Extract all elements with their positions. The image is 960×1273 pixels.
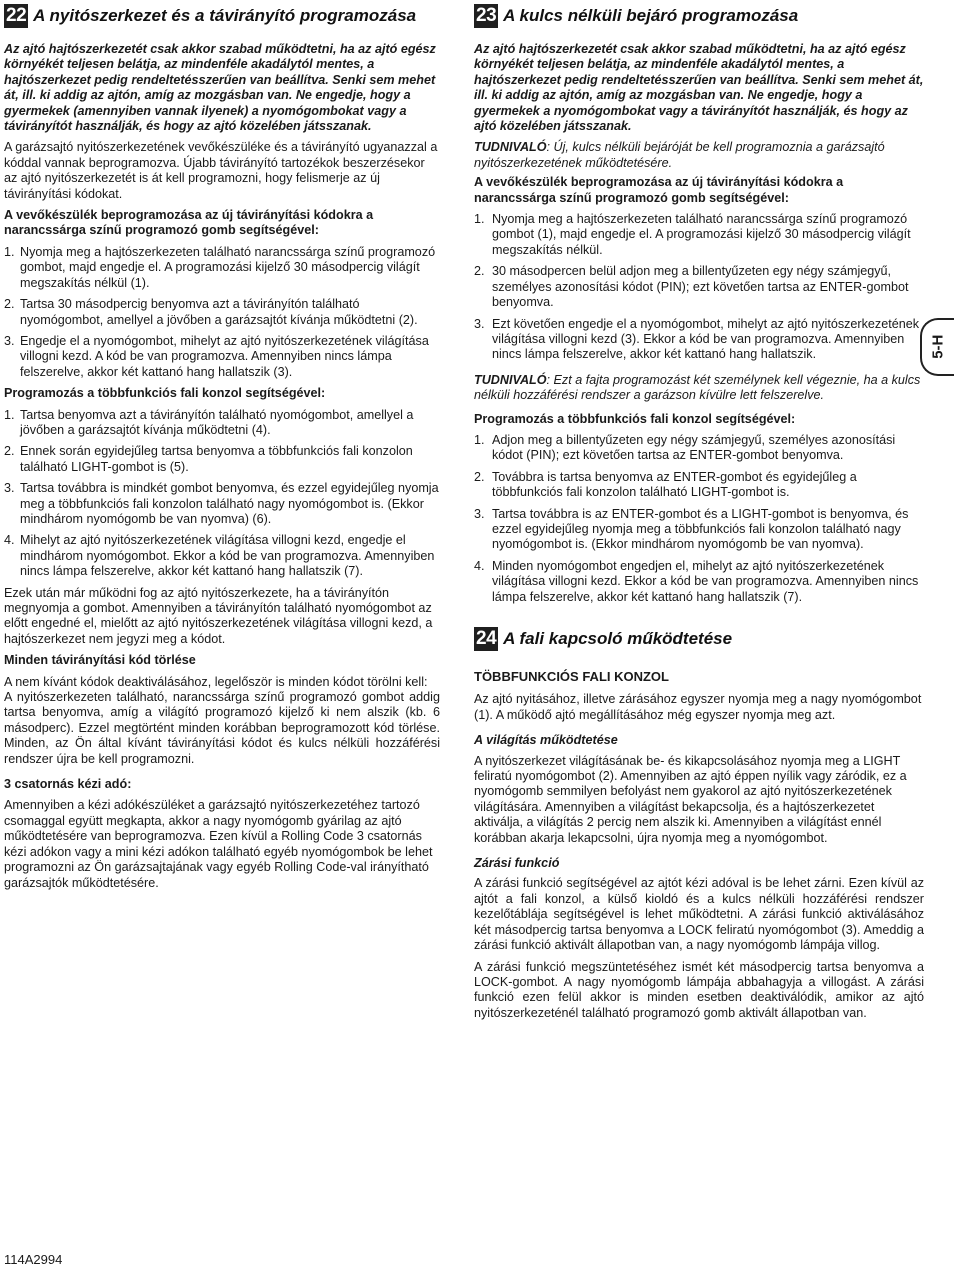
warning-paragraph: Az ajtó hajtószerkezetét csak akkor szabad működtetni, ha az ajtó egész környékét teljesen belátja, az mindenféle akadálytól mentes, a hajtószerkezet pedig rendeltetésszerűen van beállítva. Senki sem mehet át, ill. ki addig az ajtón, amíg az mozgásban van. Ne engedje, hogy a gyermekek (amennyiben vannak ilyenek) a nyomógombokat vagy a távirányítót használják, és hogy az ajtó közelében játsszanak. — [4, 42, 436, 134]
section-title: A nyitószerkezet és a távirányító programozása — [33, 6, 417, 25]
list-item — [4, 297, 440, 328]
step-number: 2. — [474, 264, 485, 279]
list-item — [474, 470, 924, 501]
new-code-steps-list — [474, 212, 924, 363]
step-number: 2. — [4, 444, 15, 459]
intro-paragraph: Az ajtó nyitásához, illetve zárásához egyszer nyomja meg a nagy nyomógombot (1). A működő ajtó megállításához még egyszer nyomja meg azt. — [474, 692, 922, 722]
step-number: 3. — [474, 506, 485, 521]
section-number: 23 — [476, 5, 497, 26]
delete-paragraph-1: A nem kívánt kódok deaktiválásához, legelőször is minden kódot törölni kell: — [4, 674, 428, 689]
three-channel-heading: 3 csatornás kézi adó: — [4, 777, 132, 792]
step-text: Tartsa benyomva azt a távirányítón található nyomógombot, amellyel a jövőben a garázsajtót kívánja működtetni (4). — [20, 407, 414, 437]
list-item — [474, 264, 924, 310]
step-text: Adjon meg a billentyűzeten egy négy számjegyű, személyes azonosítási kódot (PIN); ezt követően tartsa az ENTER-gombot benyomva. — [492, 432, 896, 463]
note-paragraph — [474, 140, 924, 171]
step-text: Tartsa továbbra is mindkét gombot benyomva, és ezzel egyidejűleg nyomja meg a többfunkciós fali konzolon található nagy nyomógombot is. (Ekkor mindhárom nyomógomb be van nyomva) (6). — [20, 481, 439, 526]
left-column — [4, 4, 440, 897]
note-text: : Ezt a fajta programozást két személynek kell végeznie, ha a kulcs nélküli hozzáférési rendszer a garázson kívülre lett felszerelve. — [474, 372, 921, 403]
step-text: Nyomja meg a hajtószerkezeten található narancssárga színű programozó gombot (1), majd engedje el. A programozási kijelző 30 másodpercig világít megszakítás nélkül. — [492, 212, 911, 257]
step-number: 4. — [474, 558, 485, 573]
note-label: TUDNIVALÓ — [474, 372, 547, 387]
light-paragraph: A nyitószerkezet világításának be- és kikapcsolásához nyomja meg a LIGHT feliratú nyomógombot (2). Amennyiben az ajtó éppen nyílik vagy záródik, ez a nyomógomb semmilyen befolyást nem gyakorol az ajtó nyitószerkezetének világítására. Amennyiben a világítást bekapcsolja, és a hajtószerkezetet aktiválja, a világítás 2 percig nem alszik ki. Amennyiben a világítást ennél korábban akarja lekapcsolni, újra nyomja meg a nyomógombot. — [474, 753, 907, 845]
page-side-tab — [920, 318, 954, 376]
step-number: 3. — [4, 481, 15, 496]
step-text: Nyomja meg a hajtószerkezeten található narancssárga színű programozó gombot, majd engedje el. A programozási kijelző 30 másodpercig világít megszakítás nélkül (1). — [20, 244, 436, 290]
lock-heading: Zárási funkció — [474, 856, 560, 871]
step-text: Minden nyomógombot engedjen el, mihelyt az ajtó nyitószerkezetének világítása villogni kezd. Ekkor a kód be van programozva. Amennyiben nincs lámpa felszerelve, akkor két kattanó hang hallatszik (7). — [492, 558, 919, 604]
intro-paragraph: A garázsajtó nyitószerkezetének vevőkészüléke és a távirányító ugyanazzal a kóddal vannak beprogramozva. Újabb távirányító tartozékok beszerzésekor az ajtó nyitószerkezetét is át kell programozni, hogy felismerje az új távirányítási kódokat. — [4, 140, 438, 201]
section-number: 24 — [476, 628, 497, 649]
step-text: Engedje el a nyomógombot, mihelyt az ajtó nyitószerkezetének világítása villogni kezd. A kód be van programozva. Amennyiben nincs lámpa felszerelve, akkor két kattanó hang hallatszik (3). — [20, 333, 429, 379]
list-item — [4, 245, 440, 291]
delete-paragraph-2: A nyitószerkezeten található, narancssárga színű programozó gombot addig tartsa benyomva, amíg a világító programozó kijelző ki nem alszik (kb. 6 másodperc). Ezzel megtörtént minden korábban beprogramozott kód törlése. Minden, az Ön által kívánt távirányítási kódot és kulcs nélküli hozzáférési rendszer újra be kell programozni. — [4, 690, 440, 766]
wall-console-heading: Programozás a többfunkciós fali konzol segítségével: — [474, 411, 796, 426]
step-text: Továbbra is tartsa benyomva az ENTER-gombot és egyidejűleg a többfunkciós fali konzolon található LIGHT-gombot is. — [492, 469, 857, 500]
list-item — [4, 444, 440, 475]
orange-button-heading: A vevőkészülék beprogramozása az új távirányítási kódokra a narancssárga színű programozó gomb segítségével: — [4, 208, 374, 238]
step-number: 1. — [474, 212, 485, 227]
lock-paragraph-2: A zárási funkció megszüntetéséhez ismét két másodpercig tartsa benyomva a LOCK-gombot. A nagy nyomógomb lámpája abbahagyja a villogást. A zárási funkció ezen felül akkor is minden esetben deaktiválódik, amikor az ajtó nyitószerkezeténél található programozó gomb aktivált állapotban van. — [474, 959, 924, 1020]
warning-paragraph: Az ajtó hajtószerkezetét csak akkor szabad működtetni, ha az ajtó egész környékét teljesen belátja, az mindenféle akadálytól mentes, a hajtószerkezet pedig rendeltetésszerűen van beállítva. Senki sem mehet át, ill. ki addig az ajtón, amíg az mozgásban van. Ne engedje, hogy a gyermekek a nyomógombokat vagy a távirányítót használják, és hogy az ajtó közelében játsszanak. — [474, 42, 924, 134]
list-item — [4, 481, 440, 527]
list-item — [4, 408, 440, 439]
after-wall-paragraph: Ezek után már működni fog az ajtó nyitószerkezete, ha a távirányítón megnyomja a gombot. Amennyiben a távirányítón található nyomógombot az előtt engedné el, mielőtt az ajtó nyitószerkezetének világítása villogni kezd, a hajtószerkezet nem jegyzi meg a kódot. — [4, 585, 433, 646]
note-label: TUDNIVALÓ — [474, 140, 547, 155]
three-channel-paragraph: Amennyiben a kézi adókészüléket a garázsajtó nyitószerkezetéhez tartozó csomaggal együtt megkapta, akkor a nagy nyomógomb gyárilag az ajtó működtetésére van beprogramozva. Ezen kívül a Rolling Code 3 csatornás kézi adókon vagy a mini kézi adókon található egyéb nyomógombok be lehet programozni az Ön garázsajtajának vagy egyéb Rolling Code-val irányítható garázsajtók működtetésére. — [4, 798, 433, 890]
step-text: Ezt követően engedje el a nyomógombot, mihelyt az ajtó nyitószerkezetének világítása villogni kezd (3). Ekkor a kód be van programozva. Amennyiben nincs lámpa felszerelve, akkor két kattanó hang hallatszik. — [492, 316, 920, 362]
section-23-header — [474, 4, 924, 28]
wall-console-caps-heading: TÖBBFUNKCIÓS FALI KONZOL — [474, 669, 669, 684]
side-tab-label: 5-H — [929, 334, 947, 360]
step-number: 2. — [4, 297, 15, 312]
orange-steps-list — [4, 245, 440, 380]
note-text: : Új, kulcs nélküli bejáróját be kell programoznia a garázsajtó nyitószerkezetének működtetésére. — [474, 140, 885, 170]
list-item — [474, 559, 924, 605]
right-column — [474, 4, 924, 1027]
light-heading: A világítás működtetése — [474, 733, 618, 748]
document-code: 114A2994 — [4, 1252, 63, 1267]
step-text: Tartsa továbbra is az ENTER-gombot és a LIGHT-gombot is benyomva, és ezzel egyidejűleg nyomja meg a többfunkciós fali konzolon található nagy nyomógombot is. (Ekkor mindhárom nyomógomb be van nyomva). — [492, 506, 909, 552]
list-item — [474, 212, 924, 258]
section-title: A fali kapcsoló működtetése — [503, 629, 733, 648]
step-text: 30 másodpercen belül adjon meg a billentyűzeten egy négy számjegyű, személyes azonosítási kódot (PIN); ezt követően tartsa az ENTER-gombot benyomva. — [492, 264, 909, 310]
wall-steps-list — [4, 408, 440, 580]
step-text: Mihelyt az ajtó nyitószerkezetének világítása villogni kezd, engedje el mindhárom nyomógombot. Ekkor a kód be van programozva. Amennyiben nincs lámpa felszerelve, akkor két kattanó hang hallatszik (7). — [20, 533, 435, 579]
step-text: Tartsa 30 másodpercig benyomva azt a távirányítón található nyomógombot, amellyel a jövőben a garázsajtót kívánja működtetni (2). — [20, 297, 418, 327]
wall-console-heading: Programozás a többfunkciós fali konzol segítségével: — [4, 386, 326, 401]
list-item — [4, 334, 440, 380]
list-item — [474, 433, 924, 464]
step-number: 2. — [474, 469, 485, 484]
step-number: 4. — [4, 533, 15, 548]
step-number: 3. — [474, 316, 485, 331]
note-paragraph — [474, 373, 924, 404]
step-number: 1. — [4, 407, 15, 422]
list-item — [474, 507, 924, 553]
step-number: 1. — [474, 432, 485, 447]
delete-codes-heading: Minden távirányítási kód törlése — [4, 653, 196, 668]
list-item — [4, 533, 440, 579]
step-number: 1. — [4, 244, 15, 259]
new-code-heading: A vevőkészülék beprogramozása az új távirányítási kódokra a narancssárga színű programozó gomb segítségével: — [474, 175, 844, 205]
section-22-header — [4, 4, 440, 28]
section-number: 22 — [6, 5, 27, 26]
list-item — [474, 317, 924, 363]
wall-steps-list — [474, 433, 924, 605]
step-text: Ennek során egyidejűleg tartsa benyomva a többfunkciós fali konzolon található LIGHT-gombot is (5). — [20, 444, 413, 474]
section-title: A kulcs nélküli bejáró programozása — [503, 6, 799, 25]
lock-paragraph-1: A zárási funkció segítségével az ajtót kézi adóval is be lehet zárni. Ezen kívül az ajtót a fali konzol, a külső kioldó és a kulcs nélküli hozzáférési rendszer kezelőtáblája segítségével is lehet működtetni. A zárási funkció aktiválásához két másodpercig tartsa benyomva a LOCK feliratú nyomógombot (3). Ameddig a zárási funkció aktivált állapotban van, a nagy nyomógomb lámpája villog. — [474, 876, 924, 953]
section-24-header — [474, 627, 924, 651]
step-number: 3. — [4, 333, 15, 348]
